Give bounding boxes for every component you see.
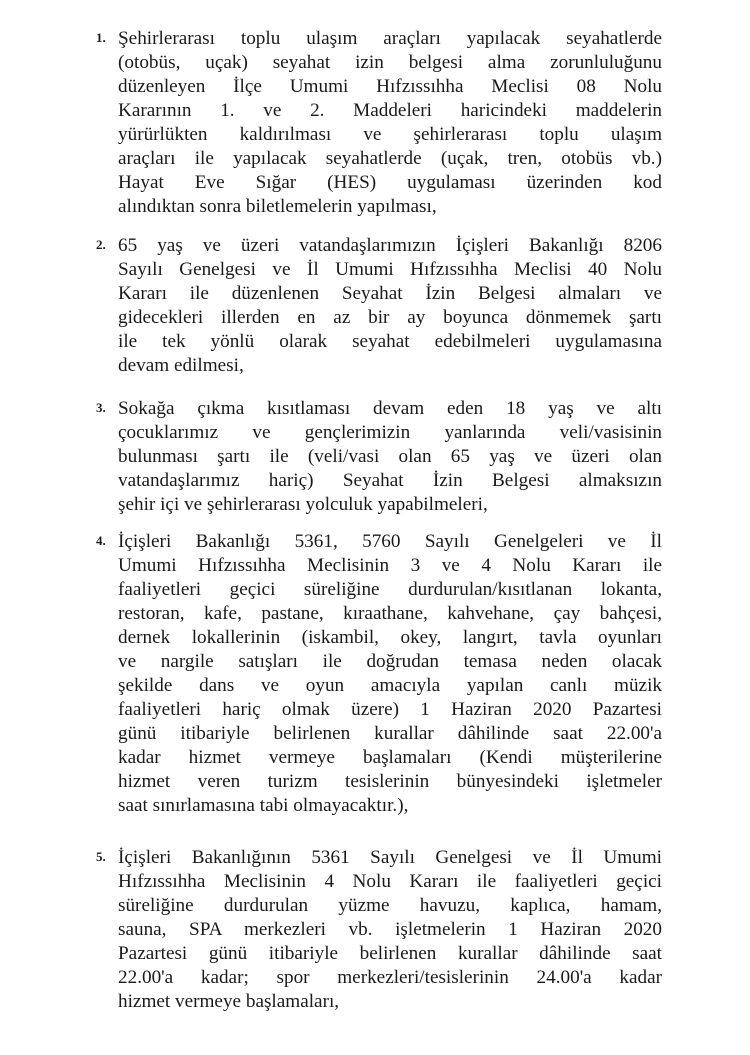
text-line: faaliyetleri geçici süreliğine durdurulan/kısıtlanan lokanta, (118, 579, 662, 600)
text-line: ile tek yönlü olarak seyahat edebilmeleri uygulamasına (118, 331, 662, 352)
text-line: faaliyetleri hariç olmak üzere) 1 Haziran 2020 Pazartesi (118, 699, 662, 720)
text-line: alındıktan sonra biletlemelerin yapılması, (118, 196, 437, 217)
text-line: İçişleri Bakanlığının 5361 Sayılı Genelgesi ve İl Umumi (118, 847, 662, 868)
text-line: vatandaşlarımız hariç) Seyahat İzin Belgesi almaksızın (118, 470, 662, 491)
text-line: kadar hizmet vermeye başlamaları (Kendi müşterilerine (118, 747, 662, 768)
text-line: hizmet veren turizm tesislerinin bünyesindeki işletmeler (118, 771, 662, 792)
text-line: süreliğine durdurulan yüzme havuzu, kaplıca, hamam, (118, 895, 662, 916)
text-line: hizmet vermeye başlamaları, (118, 991, 340, 1012)
list-item-5 (96, 846, 662, 1014)
text-line: yürürlükten kaldırılması ve şehirlerarası toplu ulaşım (118, 124, 662, 145)
text-line: gidecekleri illerden en az bir ay boyunca dönmemek şartı (118, 307, 662, 328)
text-line: devam edilmesi, (118, 355, 244, 376)
text-line: Kararı ile düzenlenen Seyahat İzin Belgesi almaları ve (118, 283, 662, 304)
list-item-1 (96, 27, 662, 219)
text-line: araçları ile yapılacak seyahatlerde (uçak, tren, otobüs vb.) (118, 148, 662, 169)
text-line: (otobüs, uçak) seyahat izin belgesi alma zorunluluğunu (118, 52, 662, 73)
list-item-number: 4. (96, 533, 106, 548)
text-line: Pazartesi günü itibariyle belirlenen kurallar dâhilinde saat (118, 943, 662, 964)
text-line: bulunması şartı ile (veli/vasi olan 65 yaş ve üzeri olan (118, 446, 662, 467)
text-line: şehir içi ve şehirlerarası yolculuk yapabilmeleri, (118, 494, 488, 515)
text-line: Umumi Hıfzıssıhha Meclisinin 3 ve 4 Nolu Kararı ile (118, 555, 662, 576)
text-line: günü itibariyle belirlenen kurallar dâhilinde saat 22.00'a (118, 723, 662, 744)
list-item-4 (96, 530, 662, 818)
text-line: İçişleri Bakanlığı 5361, 5760 Sayılı Genelgeleri ve İl (118, 531, 662, 552)
text-line: Sayılı Genelgesi ve İl Umumi Hıfzıssıhha Meclisi 40 Nolu (118, 259, 662, 280)
text-line: restoran, kafe, pastane, kıraathane, kahvehane, çay bahçesi, (118, 603, 662, 624)
list-item-number: 2. (96, 237, 106, 252)
list-item-3 (96, 397, 662, 517)
text-line: sauna, SPA merkezleri vb. işletmelerin 1 Haziran 2020 (118, 919, 662, 940)
text-line: dernek lokallerinin (iskambil, okey, langırt, tavla oyunları (118, 627, 662, 648)
list-item-number: 1. (96, 30, 106, 45)
text-line: çocuklarımız ve gençlerimizin yanlarında veli/vasisinin (118, 422, 662, 443)
text-line: şekilde dans ve oyun amacıyla yapılan canlı müzik (118, 675, 662, 696)
text-line: saat sınırlamasına tabi olmayacaktır.), (118, 795, 409, 816)
text-line: Sokağa çıkma kısıtlaması devam eden 18 yaş ve altı (118, 398, 662, 419)
text-line: Hayat Eve Sığar (HES) uygulaması üzerinden kod (118, 172, 662, 193)
list-item-number: 5. (96, 849, 106, 864)
list-item-2 (96, 234, 662, 378)
text-line: Kararının 1. ve 2. Maddeleri haricindeki maddelerin (118, 100, 662, 121)
text-line: 22.00'a kadar; spor merkezleri/tesislerinin 24.00'a kadar (118, 967, 662, 988)
text-line: Şehirlerarası toplu ulaşım araçları yapılacak seyahatlerde (118, 28, 662, 49)
text-line: düzenleyen İlçe Umumi Hıfzıssıhha Meclisi 08 Nolu (118, 76, 662, 97)
text-line: Hıfzıssıhha Meclisinin 4 Nolu Kararı ile faaliyetleri geçici (118, 871, 662, 892)
text-line: 65 yaş ve üzeri vatandaşlarımızın İçişleri Bakanlığı 8206 (118, 235, 662, 256)
text-line: ve nargile satışları ile doğrudan temasa neden olacak (118, 651, 662, 672)
list-item-number: 3. (96, 400, 106, 415)
